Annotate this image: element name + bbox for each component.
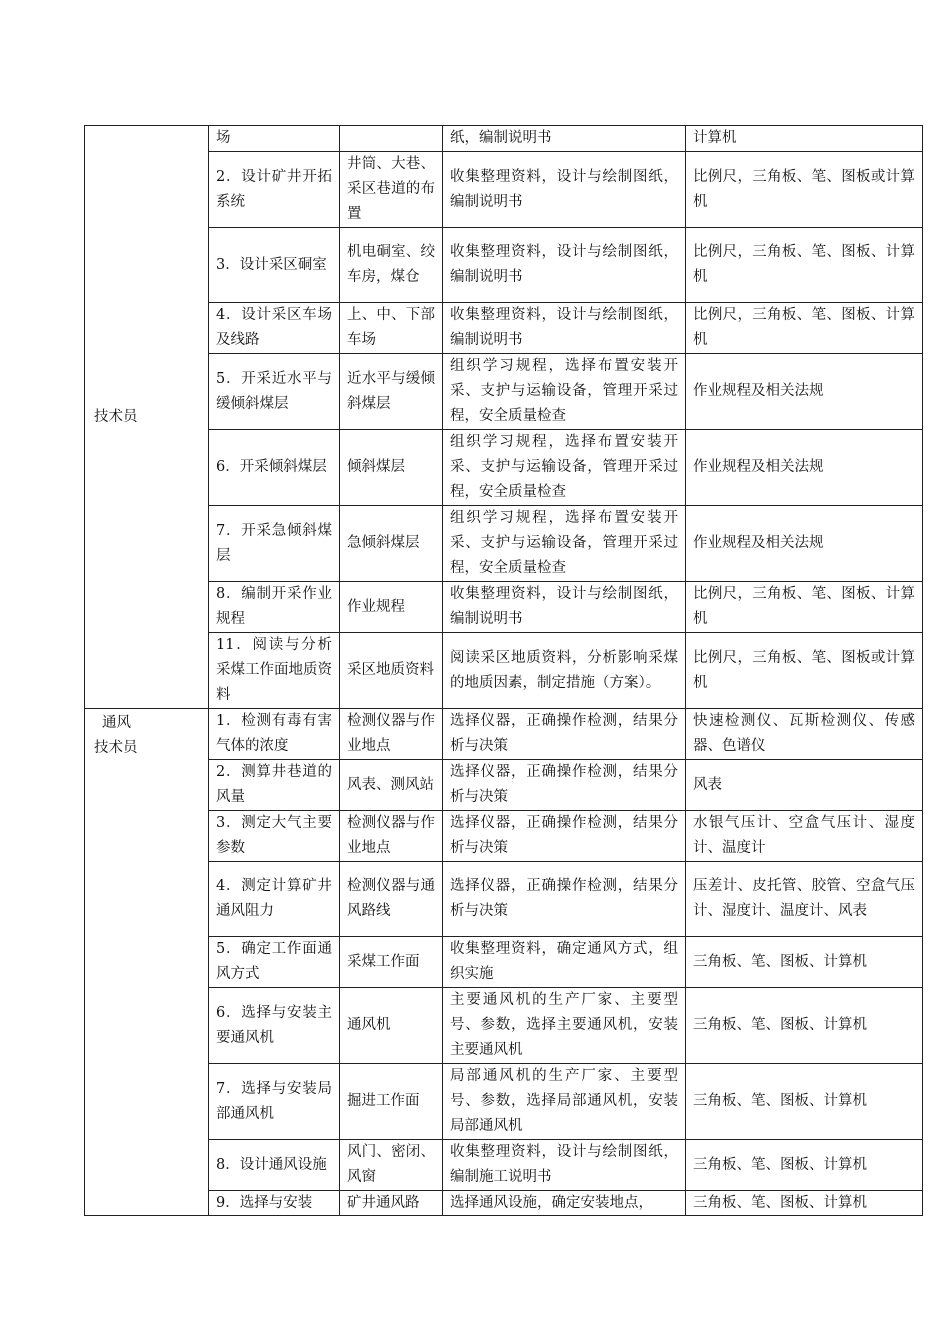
table-row: [85, 862, 923, 937]
tools-cell: 比例尺，三角板、笔、图板、计算机: [686, 303, 923, 354]
task-cell: 11．阅读与分析采煤工作面地质资料: [209, 633, 340, 709]
task-cell: 3．测定大气主要参数: [209, 811, 340, 862]
content-cell: 选择通风设施，确定安装地点，: [443, 1191, 686, 1216]
task-cell: 4．设计采区车场及线路: [209, 303, 340, 354]
table-row: [85, 152, 923, 228]
content-cell: 收集整理资料，设计与绘制图纸，编制施工说明书: [443, 1140, 686, 1191]
content-cell: 选择仪器，正确操作检测，结果分析与决策: [443, 760, 686, 811]
table-row: [85, 1191, 923, 1216]
tools-cell: 作业规程及相关法规: [686, 354, 923, 430]
task-cell: 3．设计采区硐室: [209, 228, 340, 303]
tools-cell: 三角板、笔、图板、计算机: [686, 1191, 923, 1216]
object-cell: 上、中、下部车场: [340, 303, 443, 354]
task-cell: 7．选择与安装局部通风机: [209, 1064, 340, 1140]
tools-cell: 三角板、笔、图板、计算机: [686, 988, 923, 1064]
role-cell: [85, 126, 209, 709]
content-cell: 阅读采区地质资料，分析影响采煤的地质因素，制定措施（方案）。: [443, 633, 686, 709]
content-cell: 组织学习规程，选择布置安装开采、支护与运输设备，管理开采过程，安全质量检查: [443, 506, 686, 582]
table-row: [85, 1064, 923, 1140]
table-row: [85, 430, 923, 506]
table-row: [85, 709, 923, 760]
tools-cell: 风表: [686, 760, 923, 811]
object-cell: 矿井通风路: [340, 1191, 443, 1216]
task-cell: 场: [209, 126, 340, 152]
tools-cell: 作业规程及相关法规: [686, 506, 923, 582]
object-cell: 机电硐室、绞车房，煤仓: [340, 228, 443, 303]
table-row: [85, 988, 923, 1064]
content-cell: 选择仪器，正确操作检测，结果分析与决策: [443, 862, 686, 937]
task-cell: 4．测定计算矿井通风阻力: [209, 862, 340, 937]
content-cell: 组织学习规程，选择布置安装开采、支护与运输设备，管理开采过程，安全质量检查: [443, 354, 686, 430]
table-row: [85, 506, 923, 582]
table-row: [85, 1140, 923, 1191]
content-cell: 选择仪器，正确操作检测，结果分析与决策: [443, 709, 686, 760]
task-cell: 5．确定工作面通风方式: [209, 937, 340, 988]
task-cell: 1．检测有毒有害气体的浓度: [209, 709, 340, 760]
role-label: 技术员: [94, 408, 138, 425]
task-cell: 7．开采急倾斜煤层: [209, 506, 340, 582]
content-cell: 纸，编制说明书: [443, 126, 686, 152]
role-cell: [85, 709, 209, 1216]
content-cell: 收集整理资料，确定通风方式，组织实施: [443, 937, 686, 988]
tools-cell: 比例尺，三角板、笔、图板或计算机: [686, 633, 923, 709]
tools-cell: 比例尺，三角板、笔、图板或计算机: [686, 152, 923, 228]
table-row: [85, 303, 923, 354]
tools-cell: 水银气压计、空盒气压计、湿度计、温度计: [686, 811, 923, 862]
object-cell: 检测仪器与通风路线: [340, 862, 443, 937]
tools-cell: 作业规程及相关法规: [686, 430, 923, 506]
table-body: [85, 126, 923, 1216]
tools-cell: 压差计、皮托管、胶管、空盒气压计、湿度计、温度计、风表: [686, 862, 923, 937]
task-cell: 8．设计通风设施: [209, 1140, 340, 1191]
object-cell: 采煤工作面: [340, 937, 443, 988]
object-cell: 采区地质资料: [340, 633, 443, 709]
tools-cell: 比例尺，三角板、笔、图板、计算机: [686, 228, 923, 303]
task-cell: 2．设计矿井开拓系统: [209, 152, 340, 228]
document-table: [84, 125, 923, 1216]
content-cell: 收集整理资料，设计与绘制图纸，编制说明书: [443, 303, 686, 354]
object-cell: 检测仪器与作业地点: [340, 709, 443, 760]
role-label: 通风 技术员: [94, 715, 138, 756]
table-row: [85, 582, 923, 633]
object-cell: 风表、测风站: [340, 760, 443, 811]
content-cell: 组织学习规程，选择布置安装开采、支护与运输设备，管理开采过程，安全质量检查: [443, 430, 686, 506]
object-cell: 急倾斜煤层: [340, 506, 443, 582]
task-cell: 5．开采近水平与缓倾斜煤层: [209, 354, 340, 430]
content-cell: 局部通风机的生产厂家、主要型号、参数，选择局部通风机，安装局部通风机: [443, 1064, 686, 1140]
object-cell: 作业规程: [340, 582, 443, 633]
content-cell: 收集整理资料，设计与绘制图纸，编制说明书: [443, 152, 686, 228]
table-row: [85, 126, 923, 152]
object-cell: 井筒、大巷、采区巷道的布置: [340, 152, 443, 228]
object-cell: 风门、密闭、风窗: [340, 1140, 443, 1191]
content-cell: 选择仪器，正确操作检测，结果分析与决策: [443, 811, 686, 862]
table-row: [85, 811, 923, 862]
table-row: [85, 760, 923, 811]
tools-cell: 计算机: [686, 126, 923, 152]
tools-cell: 比例尺，三角板、笔、图板、计算机: [686, 582, 923, 633]
tools-cell: 三角板、笔、图板、计算机: [686, 1140, 923, 1191]
table-row: [85, 937, 923, 988]
content-cell: 收集整理资料，设计与绘制图纸，编制说明书: [443, 228, 686, 303]
task-cell: 6．开采倾斜煤层: [209, 430, 340, 506]
object-cell: 检测仪器与作业地点: [340, 811, 443, 862]
tools-cell: 三角板、笔、图板、计算机: [686, 937, 923, 988]
table-row: [85, 633, 923, 709]
object-cell: 通风机: [340, 988, 443, 1064]
object-cell: [340, 126, 443, 152]
object-cell: 倾斜煤层: [340, 430, 443, 506]
task-cell: 6．选择与安装主要通风机: [209, 988, 340, 1064]
tools-cell: 快速检测仪、瓦斯检测仪、传感器、色谱仪: [686, 709, 923, 760]
task-cell: 8．编制开采作业规程: [209, 582, 340, 633]
task-cell: 2．测算井巷道的风量: [209, 760, 340, 811]
task-cell: 9．选择与安装: [209, 1191, 340, 1216]
object-cell: 近水平与缓倾斜煤层: [340, 354, 443, 430]
object-cell: 掘进工作面: [340, 1064, 443, 1140]
content-cell: 主要通风机的生产厂家、主要型号、参数，选择主要通风机，安装主要通风机: [443, 988, 686, 1064]
content-cell: 收集整理资料，设计与绘制图纸，编制说明书: [443, 582, 686, 633]
table-row: [85, 228, 923, 303]
tools-cell: 三角板、笔、图板、计算机: [686, 1064, 923, 1140]
table-row: [85, 354, 923, 430]
